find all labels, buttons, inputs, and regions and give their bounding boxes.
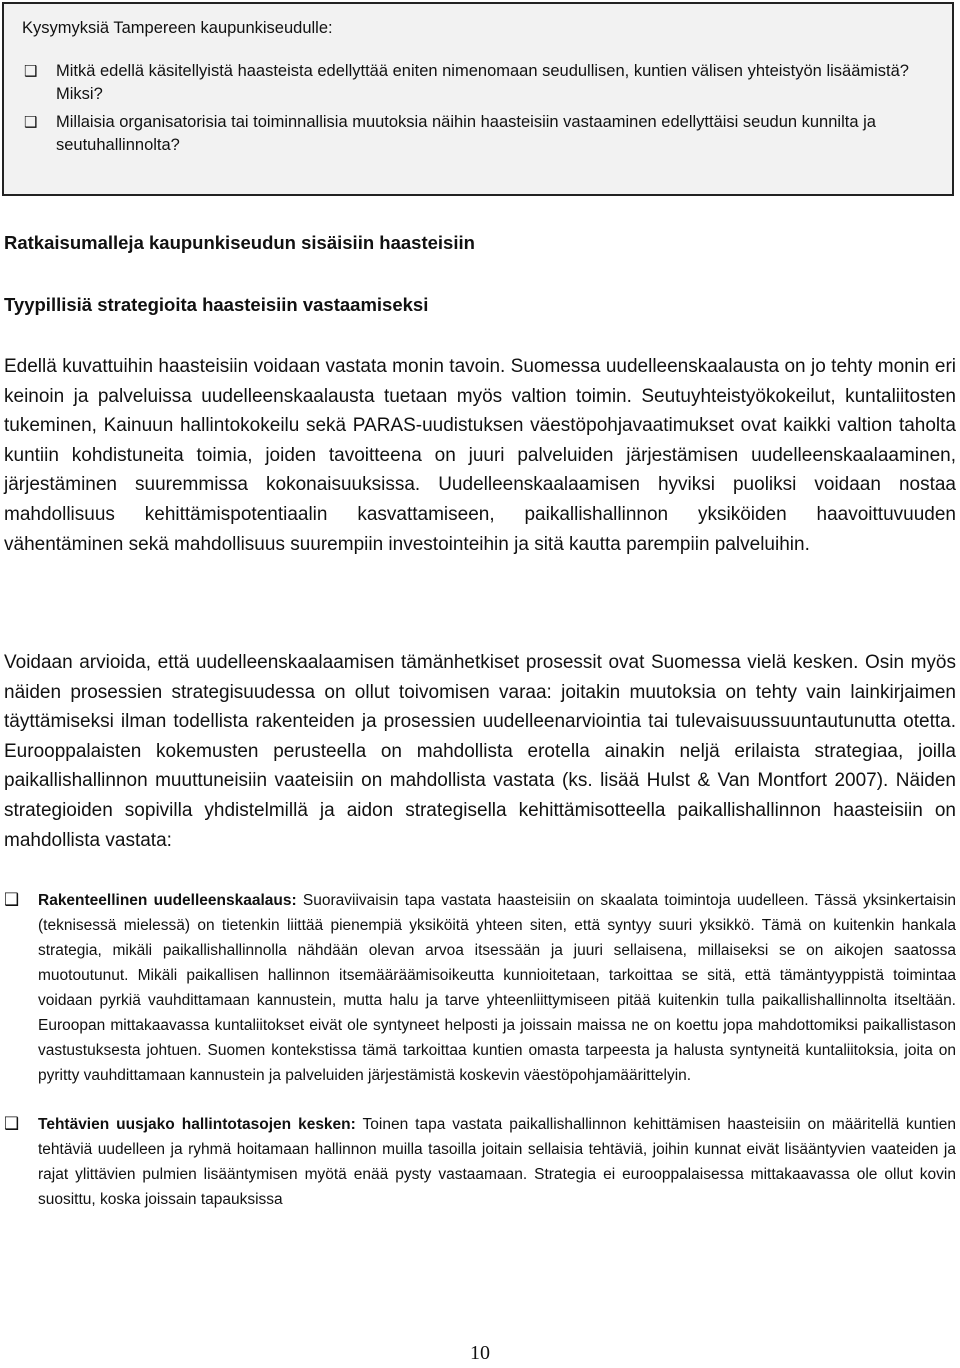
- strategy-item: [4, 1112, 956, 1212]
- page-number: 10: [470, 1342, 490, 1364]
- question-box: [2, 2, 954, 196]
- question-item: [18, 111, 938, 157]
- strategy-text: Suoraviivaisin tapa vastata haasteisiin on skaalata toimintoja uudelleen. Tässä yksinkertaisin (teknisessä mielessä) on tietenkin liittää pienempiä yksiköitä yhteen siten, että syntyy suuri yksikkö. Tämä on kuitenkin hankala strategia, mikäli paikallishallinnolla nähdään olevan arvoa itsessään ja juuri sellaisena, millaiseksi se on aikojen saatossa muotoutunut. Mikäli paikallisen hallinnon itsemääräämisoikeutta kunnioitetaan, tarkoittaa se sitä, että tämäntyyppistä toimintaa voidaan pyrkiä vauhdittamaan kannustein, mutta halu ja tarve yhteenliittymiseen pitää kuitenkin tulla paikallishallinnolta itseltään. Euroopan mittakaavassa kuntaliitokset eivät ole syntyneet helposti ja joissain maissa ne on koettu jopa mahdottomiksi paikallistason vastustuksesta johtuen. Suomen kontekstissa tämä tarkoittaa kuntien omasta tarpeesta ja halusta syntyneitä kuntaliitoksia, joita on pyritty vauhdittamaan kannustein ja palveluiden järjestämistä koskevin väestöpohjamäärittelyin.: [38, 892, 957, 1084]
- strategy-label: Tehtävien uusjako hallintotasojen kesken:: [38, 1116, 356, 1133]
- question-text: Millaisia organisatorisia tai toiminnallisia muutoksia näihin haasteisiin vastaaminen edellyttäisi seudun kunnilta ja seutuhallinnolta?: [56, 113, 876, 154]
- subsection-heading: Tyypillisiä strategioita haasteisiin vastaamiseksi: [4, 294, 429, 315]
- square-bullet-icon: ❑: [24, 62, 38, 80]
- question-item: [18, 60, 938, 106]
- strategy-text: Toinen tapa vastata paikallishallinnon kehittämisen haasteisiin on määritellä kuntien tehtäviä uudelleen ja ryhmä hoitamaan hallinnon muilla tasoilla joitain sellaisia tehtäviä, joihin kunnat eivät lisääntyvien vaateiden ja rajat ylittävien pulmien lisääntymisen myötä enää pysty vastaamaan. Strategia ei eurooppalaisessa mittakaavassa ole ollut kovin suosittu, koska joissain tapauksissa: [38, 1116, 956, 1208]
- square-bullet-icon: ❑: [4, 1114, 20, 1134]
- question-box-title: Kysymyksiä Tampereen kaupunkiseudulle:: [22, 19, 333, 37]
- section-heading: Ratkaisumalleja kaupunkiseudun sisäisiin haasteisiin: [4, 232, 475, 253]
- strategy-list: [4, 888, 956, 1236]
- body-paragraph: Voidaan arvioida, että uudelleenskaalaamisen tämänhetkiset prosessit ovat Suomessa vielä kesken. Osin myös näiden prosessien strategisuudessa on ollut toivomisen varaa: joitakin muutoksia on tehty vain lainkirjaimen täyttämiseksi ilman todellista rakenteiden ja prosessien uudelleenarviointia tai tulevaisuussuuntautunutta otetta. Eurooppalaisten kokemusten perusteella on mahdollista erotella ainakin neljä erilaista strategiaa, joilla paikallishallinnon muuttuneisiin vaateisiin on mahdollista vastata (ks. lisää Hulst & Van Montfort 2007). Näiden strategioiden sopivilla yhdistelmillä ja aidon strategisella kehittämisotteella paikallishallinnon haasteisiin on mahdollista vastata:: [4, 652, 956, 851]
- square-bullet-icon: ❑: [24, 113, 38, 131]
- square-bullet-icon: ❑: [4, 890, 20, 910]
- question-text: Mitkä edellä käsitellyistä haasteista edellyttää eniten nimenomaan seudullisen, kuntien välisen yhteistyön lisäämistä? Miksi?: [56, 62, 909, 103]
- strategy-item: [4, 888, 956, 1088]
- strategy-label: Rakenteellinen uudelleenskaalaus:: [38, 892, 297, 909]
- body-paragraph: Edellä kuvattuihin haasteisiin voidaan vastata monin tavoin. Suomessa uudelleenskaalausta on jo tehty monin eri keinoin ja palveluissa uudelleenskaalausta tuetaan myös valtion toimin. Seutuyhteistyökokeilut, kuntaliitosten tukeminen, Kainuun hallintokokeilu sekä PARAS-uudistuksen väestöpohjavaatimukset ovat kaikki valtion taholta kuntiin kohdistuneita toimia, joiden tavoitteena on juuri palveluiden järjestämisen uudelleenskaalaaminen, järjestäminen suuremmissa kokonaisuuksissa. Uudelleenskaalaamisen hyviksi puoliksi voidaan nostaa mahdollisuus kehittämispotentiaalin kasvattamiseen, paikallishallinnon yksiköiden haavoittuvuuden vähentäminen sekä mahdollisuus suurempiin investointeihin ja sitä kautta parempiin palveluihin.: [4, 356, 956, 555]
